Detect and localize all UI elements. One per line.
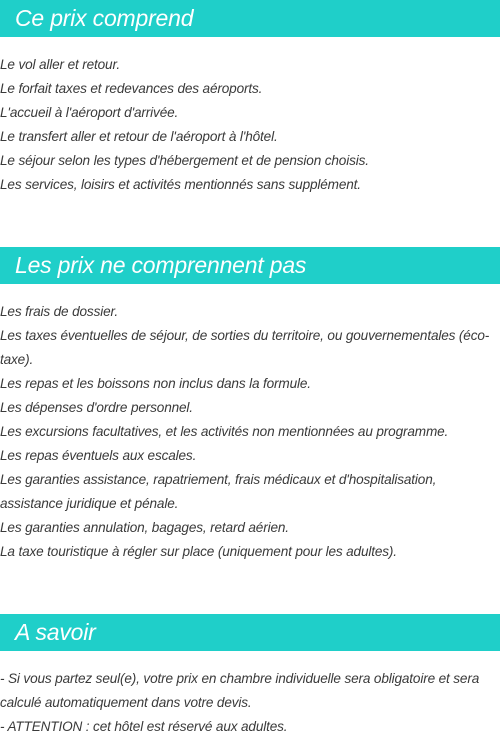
list-item: Le transfert aller et retour de l'aéroport à l'hôtel. [0,129,278,144]
section-header-included [0,0,500,37]
list-item: Les repas et les boissons non inclus dans la formule. [0,376,311,391]
list-item: Les taxes éventuelles de séjour, de sorties du territoire, ou gouvernementales (éco-taxe). [0,328,490,367]
list-item: L'accueil à l'aéroport d'arrivée. [0,105,179,120]
good-to-know-list [0,667,496,739]
list-item: Le forfait taxes et redevances des aéroports. [0,81,263,96]
included-list [0,53,496,197]
section-header-good-to-know [0,614,500,651]
list-item: Le séjour selon les types d'hébergement et de pension choisis. [0,153,369,168]
section-title-good-to-know: A savoir [15,619,96,645]
section-title-included: Ce prix comprend [15,5,194,31]
list-item: - Si vous partez seul(e), votre prix en chambre individuelle sera obligatoire et sera calculé automatiquement dans votre devis. [0,671,480,710]
list-item: Les garanties assistance, rapatriement, frais médicaux et d'hospitalisation, assistance juridique et pénale. [0,472,437,511]
list-item: La taxe touristique à régler sur place (uniquement pour les adultes). [0,544,397,559]
section-header-not-included [0,247,500,284]
list-item: Les excursions facultatives, et les activités non mentionnées au programme. [0,424,449,439]
not-included-list [0,300,496,564]
list-item: Les repas éventuels aux escales. [0,448,197,463]
list-item: Les dépenses d'ordre personnel. [0,400,193,415]
section-title-not-included: Les prix ne comprennent pas [15,252,307,278]
list-item: Les garanties annulation, bagages, retard aérien. [0,520,289,535]
list-item: Les services, loisirs et activités mentionnés sans supplément. [0,177,361,192]
list-item: - ATTENTION : cet hôtel est réservé aux adultes. [0,719,288,734]
list-item: Les frais de dossier. [0,304,118,319]
list-item: Le vol aller et retour. [0,57,120,72]
